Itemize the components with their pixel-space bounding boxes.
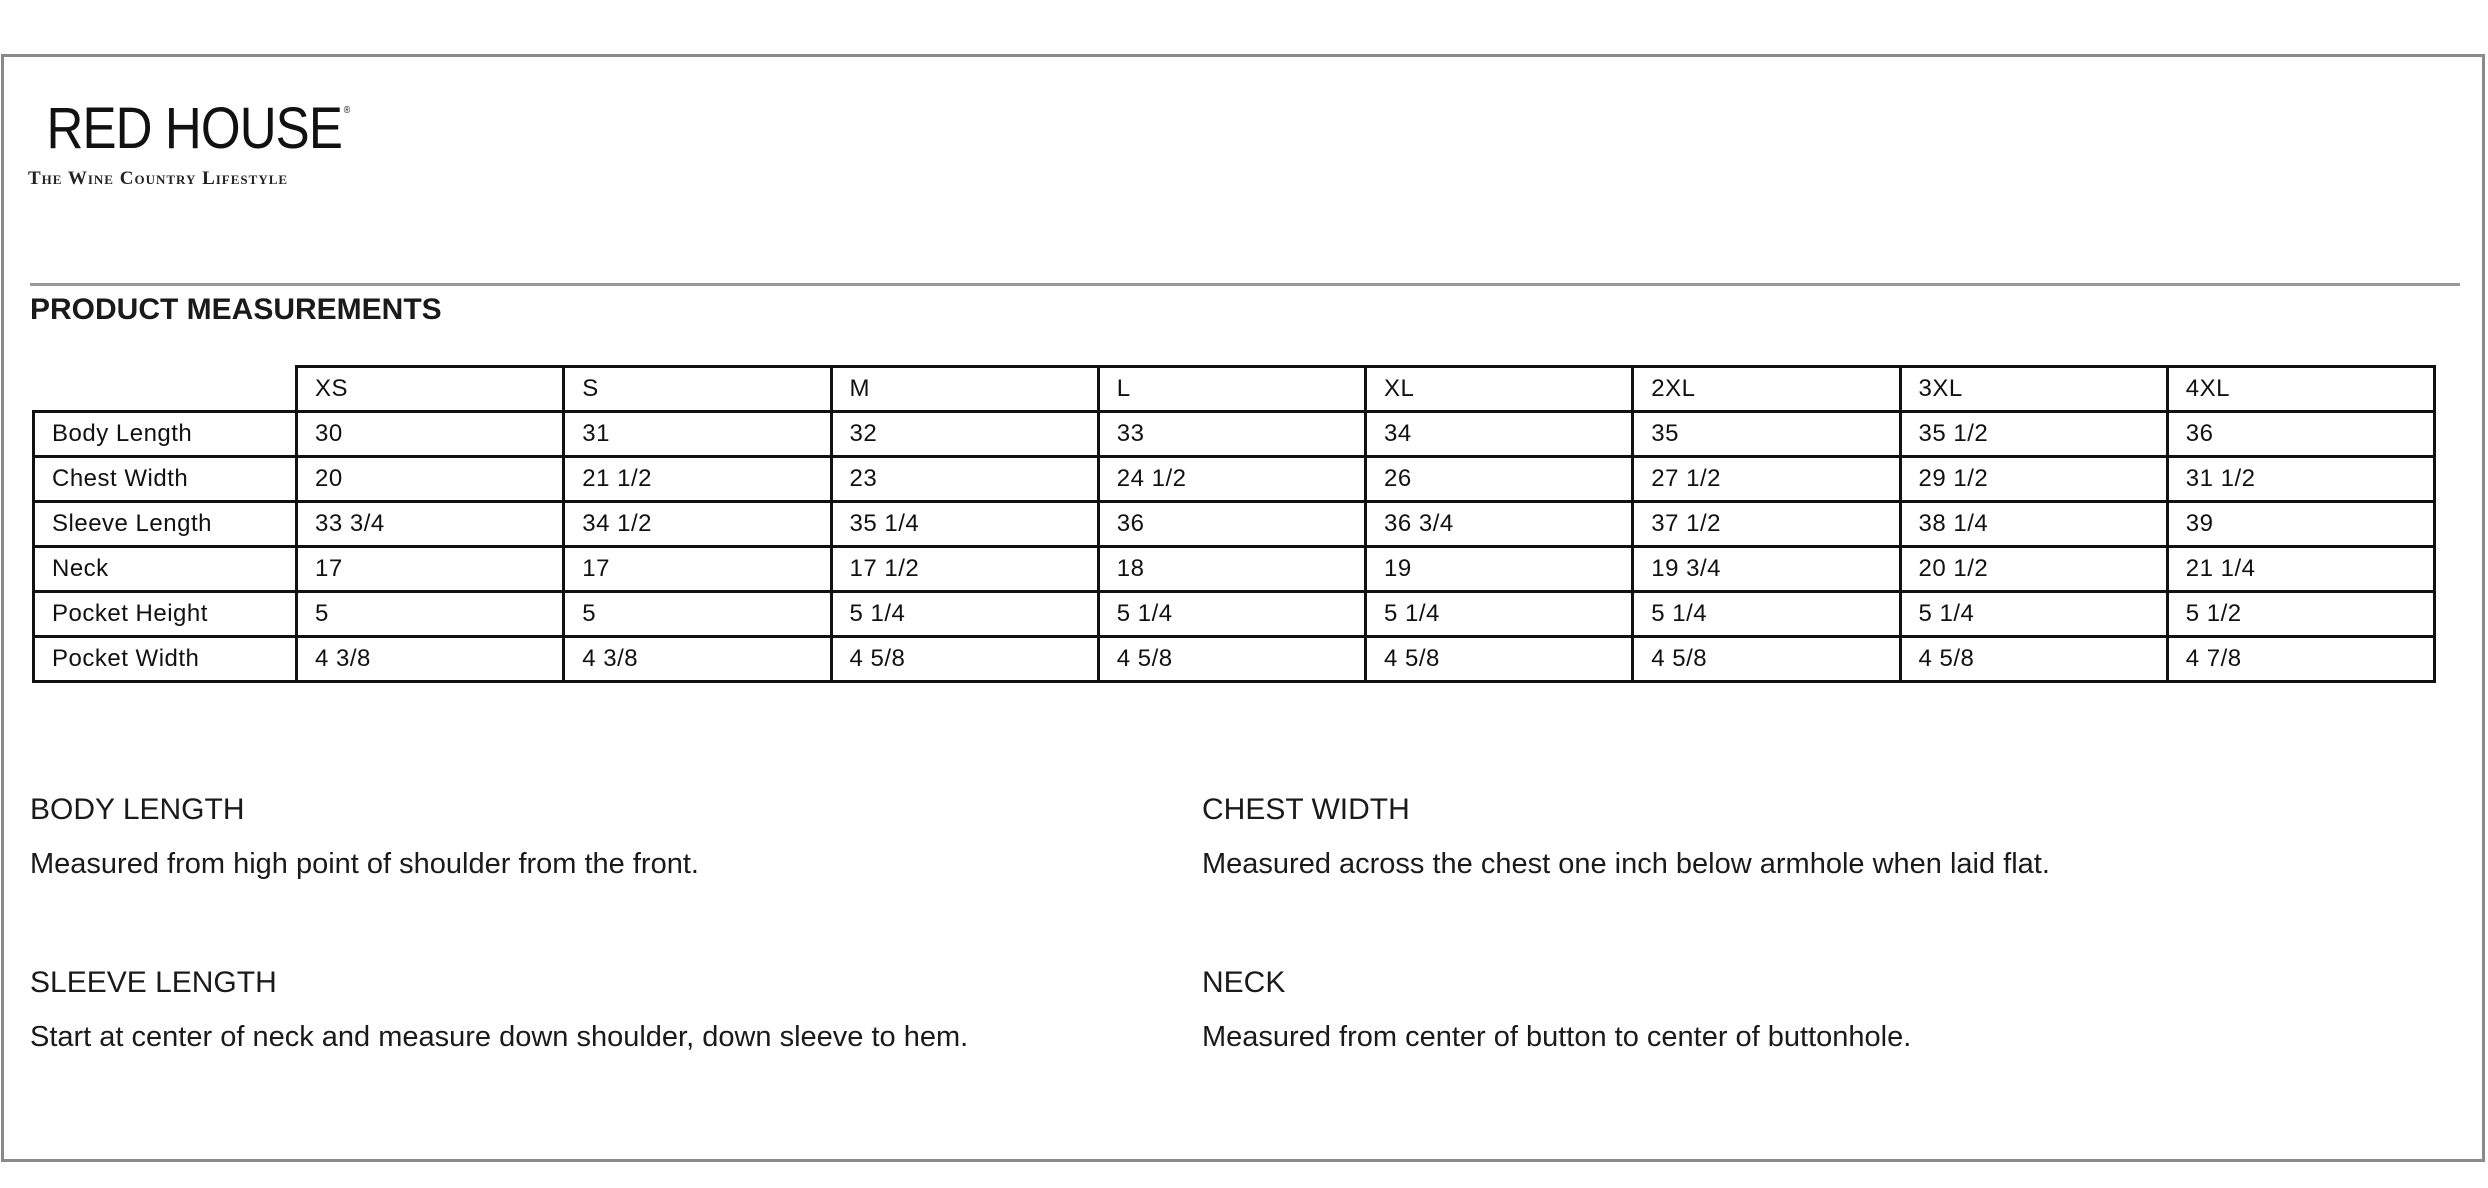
- table-cell: 33 3/4: [297, 502, 564, 547]
- table-cell: 21 1/4: [2167, 547, 2434, 592]
- table-row: [34, 502, 2435, 547]
- table-cell: 36 3/4: [1366, 502, 1633, 547]
- row-label: Body Length: [34, 412, 297, 457]
- table-cell: 38 1/4: [1900, 502, 2167, 547]
- table-cell: 4 7/8: [2167, 637, 2434, 682]
- red-house-logo: [28, 96, 393, 190]
- table-cell: 5: [564, 592, 831, 637]
- table-cell: 17: [564, 547, 831, 592]
- table-cell: 36: [1098, 502, 1365, 547]
- table-cell: 4 5/8: [1900, 637, 2167, 682]
- size-header: 3XL: [1900, 367, 2167, 412]
- table-cell: 20 1/2: [1900, 547, 2167, 592]
- table-row: [34, 592, 2435, 637]
- table-cell: 4 3/8: [564, 637, 831, 682]
- table-cell: 18: [1098, 547, 1365, 592]
- table-row: [34, 412, 2435, 457]
- size-header: XS: [297, 367, 564, 412]
- table-corner-cell: [34, 367, 297, 412]
- table-cell: 32: [831, 412, 1098, 457]
- size-header-row: [34, 367, 2435, 412]
- table-cell: 31 1/2: [2167, 457, 2434, 502]
- table-cell: 34: [1366, 412, 1633, 457]
- description-text: Measured from high point of shoulder from the front.: [30, 848, 699, 880]
- table-cell: 35: [1633, 412, 1900, 457]
- row-label: Chest Width: [34, 457, 297, 502]
- table-cell: 31: [564, 412, 831, 457]
- table-cell: 34 1/2: [564, 502, 831, 547]
- size-header: M: [831, 367, 1098, 412]
- row-label: Neck: [34, 547, 297, 592]
- table-cell: 5 1/4: [1098, 592, 1365, 637]
- size-header: S: [564, 367, 831, 412]
- description-title: CHEST WIDTH: [1202, 793, 1410, 826]
- table-cell: 35 1/2: [1900, 412, 2167, 457]
- table-cell: 23: [831, 457, 1098, 502]
- row-label: Sleeve Length: [34, 502, 297, 547]
- table-cell: 5 1/4: [831, 592, 1098, 637]
- registered-mark: ®: [343, 105, 350, 116]
- size-header: 4XL: [2167, 367, 2434, 412]
- table-cell: 5: [297, 592, 564, 637]
- table-cell: 17 1/2: [831, 547, 1098, 592]
- table-cell: 30: [297, 412, 564, 457]
- logo-wordmark: [28, 96, 350, 161]
- size-header: 2XL: [1633, 367, 1900, 412]
- logo-tagline: The Wine Country Lifestyle: [28, 168, 289, 189]
- table-cell: 5 1/4: [1366, 592, 1633, 637]
- description-text: Start at center of neck and measure down shoulder, down sleeve to hem.: [30, 1021, 969, 1053]
- table-cell: 37 1/2: [1633, 502, 1900, 547]
- header-divider: [30, 283, 2460, 286]
- table-cell: 35 1/4: [831, 502, 1098, 547]
- table-cell: 4 5/8: [1098, 637, 1365, 682]
- neck-description: [1202, 963, 1911, 1057]
- description-title: BODY LENGTH: [30, 793, 245, 826]
- table-cell: 33: [1098, 412, 1365, 457]
- table-row: [34, 637, 2435, 682]
- table-cell: 36: [2167, 412, 2434, 457]
- table-cell: 4 5/8: [1633, 637, 1900, 682]
- table-row: [34, 457, 2435, 502]
- chest-width-description: [1202, 790, 2050, 884]
- size-header: L: [1098, 367, 1365, 412]
- table-cell: 17: [297, 547, 564, 592]
- description-title: SLEEVE LENGTH: [30, 966, 277, 999]
- table-cell: 29 1/2: [1900, 457, 2167, 502]
- table-cell: 20: [297, 457, 564, 502]
- row-label: Pocket Height: [34, 592, 297, 637]
- body-length-description: [30, 790, 699, 884]
- section-title: PRODUCT MEASUREMENTS: [30, 293, 442, 326]
- table-cell: 24 1/2: [1098, 457, 1365, 502]
- table-cell: 4 5/8: [831, 637, 1098, 682]
- table-row: [34, 547, 2435, 592]
- table-cell: 4 3/8: [297, 637, 564, 682]
- description-title: NECK: [1202, 966, 1286, 999]
- table-cell: 5 1/4: [1633, 592, 1900, 637]
- description-text: Measured across the chest one inch below armhole when laid flat.: [1202, 848, 2050, 880]
- description-text: Measured from center of button to center of buttonhole.: [1202, 1021, 1912, 1053]
- table-cell: 19: [1366, 547, 1633, 592]
- size-header: XL: [1366, 367, 1633, 412]
- table-cell: 5 1/4: [1900, 592, 2167, 637]
- measurements-table: [32, 365, 2436, 683]
- table-cell: 4 5/8: [1366, 637, 1633, 682]
- table-cell: 39: [2167, 502, 2434, 547]
- table-cell: 27 1/2: [1633, 457, 1900, 502]
- table-cell: 21 1/2: [564, 457, 831, 502]
- table-cell: 19 3/4: [1633, 547, 1900, 592]
- sleeve-length-description: [30, 963, 968, 1057]
- table-cell: 5 1/2: [2167, 592, 2434, 637]
- row-label: Pocket Width: [34, 637, 297, 682]
- table-cell: 26: [1366, 457, 1633, 502]
- logo-brand: RED HOUSE: [46, 96, 343, 161]
